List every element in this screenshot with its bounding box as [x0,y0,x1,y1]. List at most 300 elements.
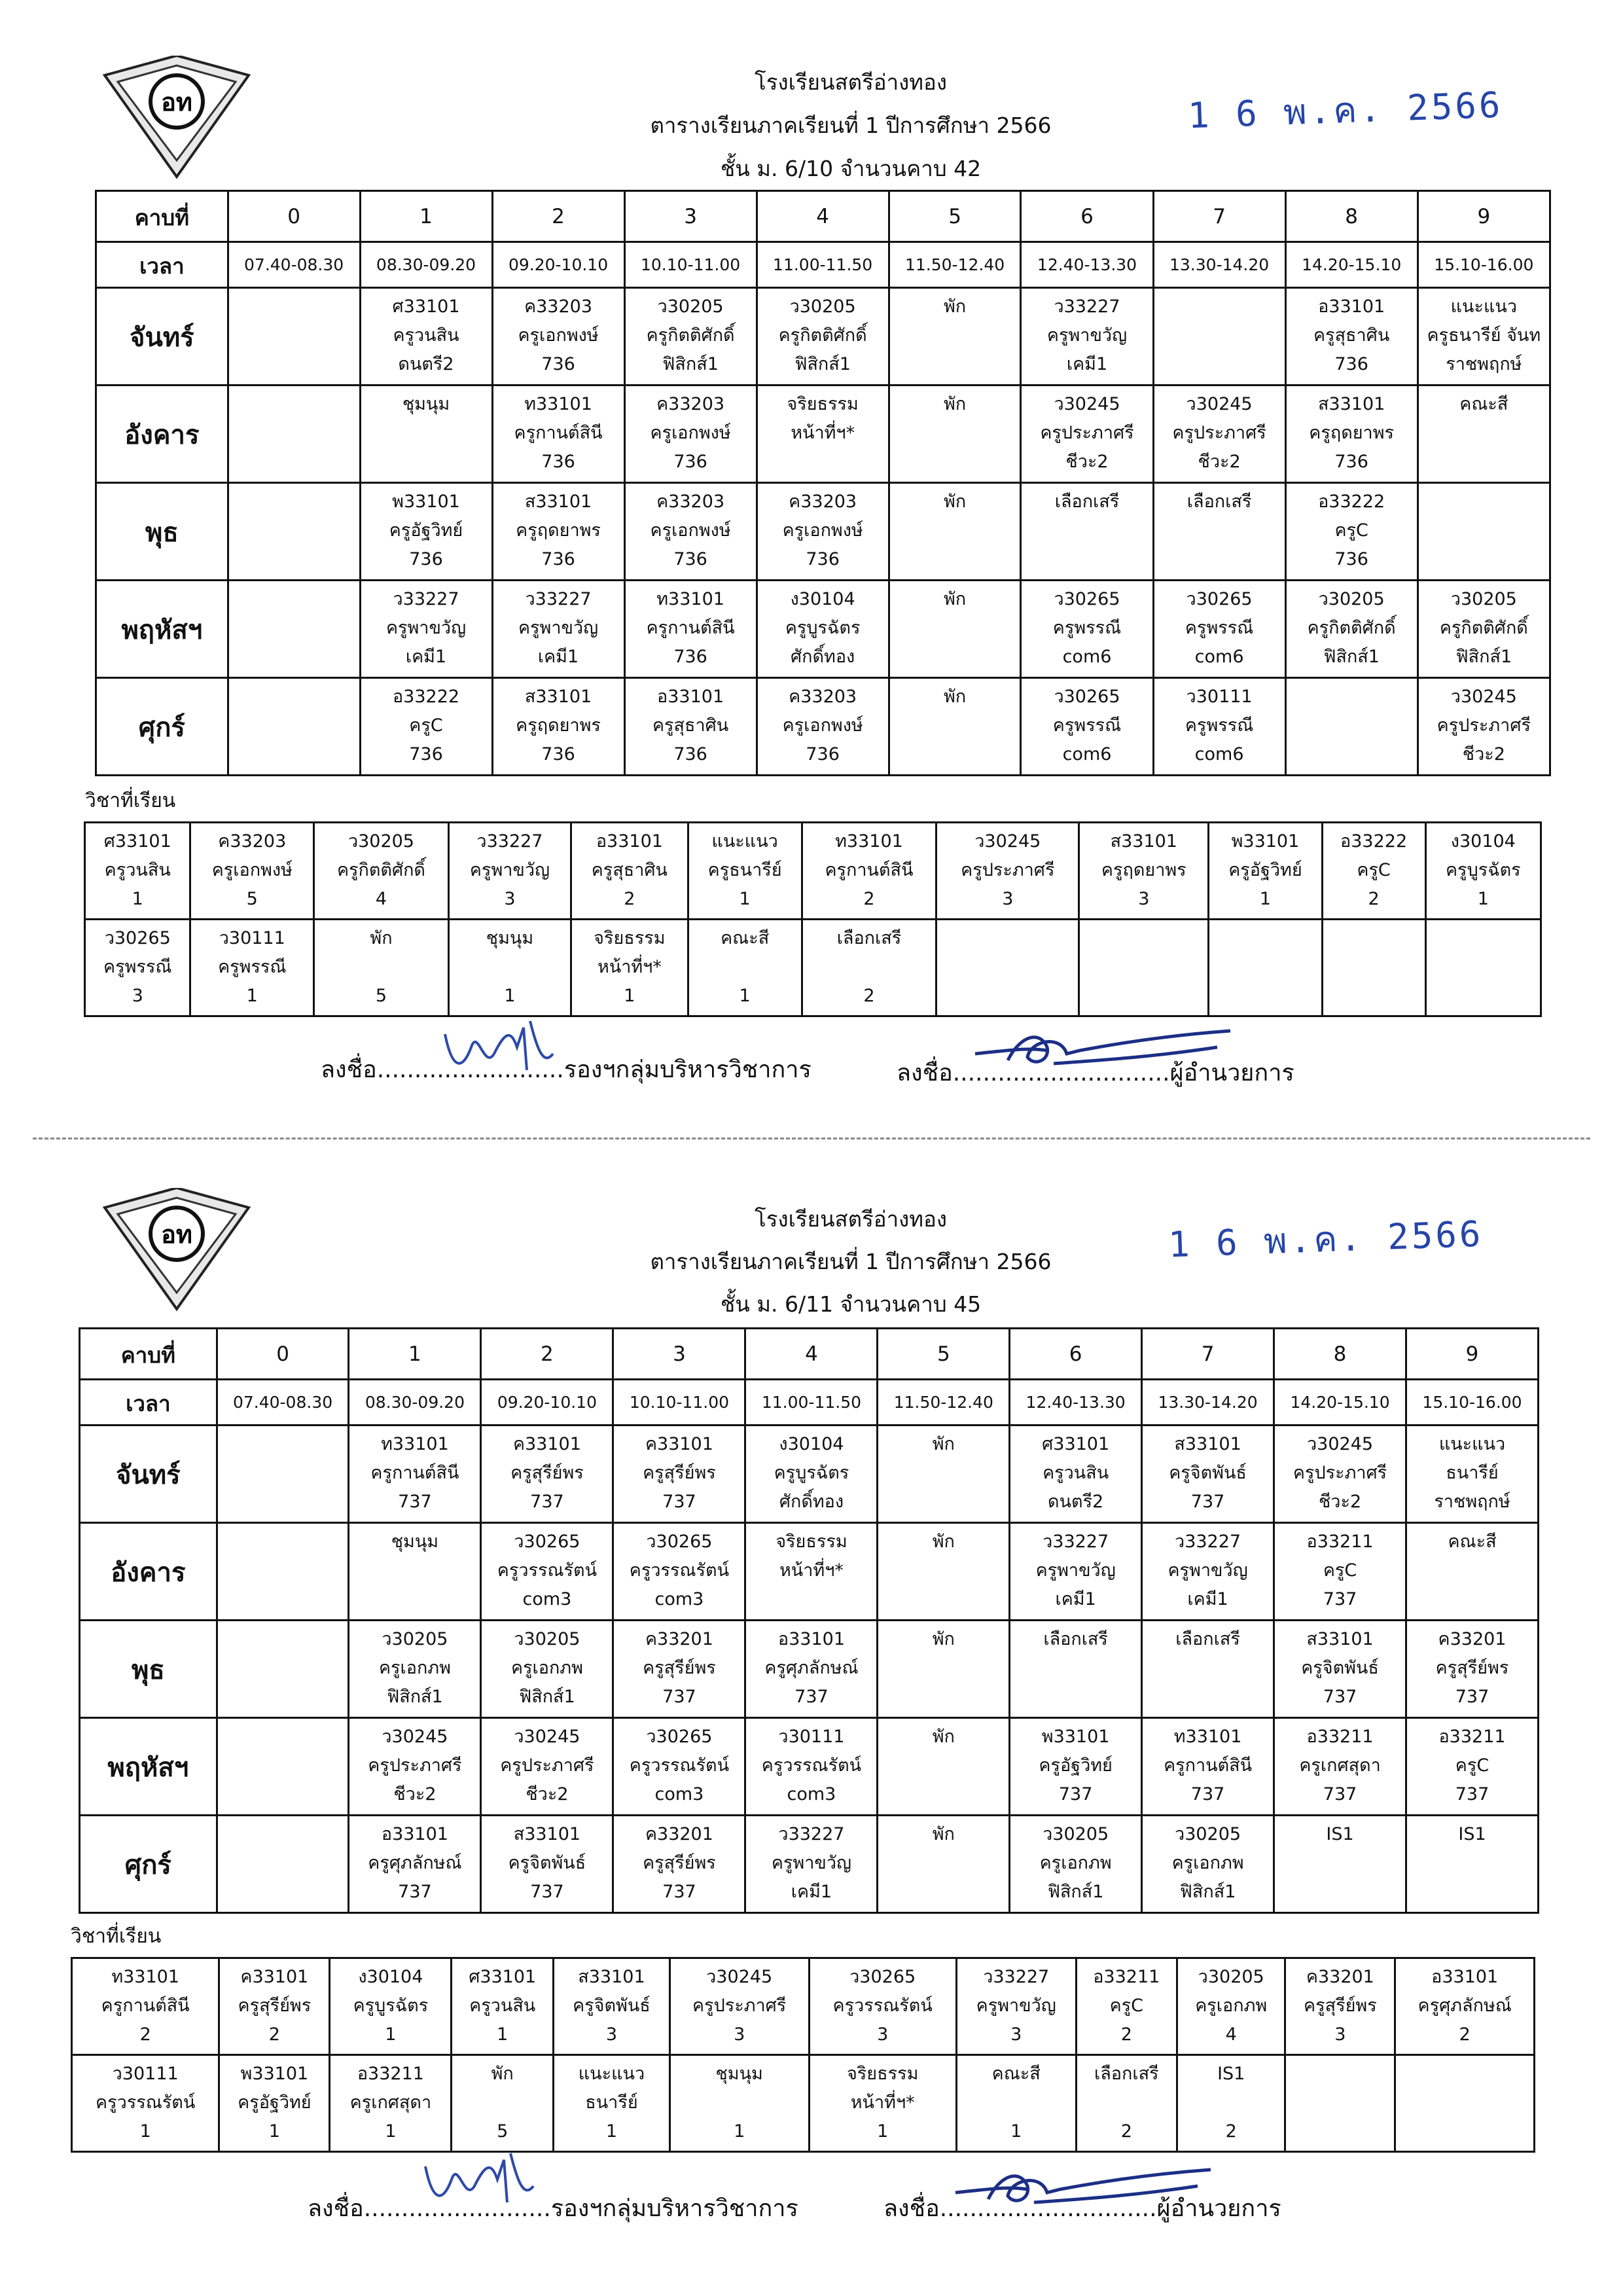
cell-line: ครูฤดยาพร [1101,860,1186,880]
cell-line: ว30205 [1450,589,1517,609]
cell-line: ครูเอกพงษ์ [518,325,599,346]
cell-line: 736 [806,744,840,764]
cell-line: เลือกเสรี [1094,2064,1159,2084]
cell-line: ส33101 [524,687,592,707]
cell-line: ศักดิ์ทอง [779,1492,844,1512]
cell-line: ฟิสิกส์1 [1323,647,1380,667]
cell-line: 737 [662,1492,696,1512]
cell-line [1079,2089,1175,2117]
cell-line: 737 [530,1882,564,1902]
cell-line: ครูพรรณี [1185,618,1254,638]
day-row [80,1426,1539,1523]
class-slot [1418,483,1550,581]
cell-line: 1 [1259,889,1272,909]
cell-line: ค33203 [789,687,857,707]
time-slot: 15.10-16.00 [1406,1380,1539,1426]
cell-line: ครูC [1334,520,1368,541]
cell-line [1156,293,1283,321]
cell-line: ว30245 [1307,1434,1374,1454]
cell-line: 736 [541,452,575,472]
subject-cell [809,1958,956,2055]
class-slot [1142,1426,1274,1523]
class-slot [757,581,889,678]
cell-line: หน้าที่ฯ* [850,2092,915,2113]
cell-line [672,2089,807,2117]
class-slot [1285,288,1418,386]
cell-line: ค33101 [240,1967,309,1987]
cell-line: ว33227 [778,1824,845,1844]
cell-line: ค33203 [218,831,287,852]
time-slot: 08.30-09.20 [360,242,492,288]
cell-line: ว30265 [849,1967,916,1987]
cell-line: 2 [268,2024,280,2045]
time-label: เวลา [80,1380,217,1426]
period-header: 8 [1285,191,1418,242]
class-slot [745,1816,878,1913]
cell-line: อ33211 [357,2064,424,2084]
cell-line: ว30245 [382,1727,448,1747]
svg-text:อท: อท [161,88,192,117]
cell-line: ครูสุธาศิน [1313,325,1390,346]
cell-line: ค33201 [1306,1967,1374,1987]
cell-line [219,1625,347,1654]
cell-line: 3 [877,2024,889,2045]
cell-line: ครูวนสิน [1043,1463,1109,1483]
subject-cell [448,823,571,920]
cell-line: 736 [1334,549,1368,569]
cell-line: 1 [877,2121,889,2142]
class-slot [613,1621,745,1718]
cell-line: 737 [398,1492,432,1512]
cell-line: ดนตรี2 [1048,1492,1104,1512]
cell-line [804,953,935,982]
class-slot [1153,386,1285,483]
cell-line: ครูอัฐวิทย์ [1228,860,1302,880]
cell-line: 737 [1323,1784,1357,1804]
cell-line: ค33203 [789,492,857,512]
cell-line: 2 [1225,2121,1237,2142]
cell-line: IS1 [1217,2064,1245,2084]
cell-line: ว33227 [393,589,459,609]
class-slot [1021,581,1153,678]
period-header: 7 [1153,191,1285,242]
period-header: 8 [1274,1329,1406,1380]
cell-line: 3 [1010,2024,1022,2045]
time-label: เวลา [96,242,228,288]
class-slot [481,1718,613,1816]
cell-line: หน้าที่ฯ* [791,423,855,443]
cell-line: ครูประภาศรี [368,1755,462,1776]
class-slot [217,1718,349,1816]
class-slot [1285,581,1418,678]
cell-line: ว30205 [514,1629,580,1649]
cell-line: ส33101 [1110,831,1177,852]
cell-line: 736 [409,744,443,764]
subject-cell [554,2055,670,2152]
day-name: ศุกร์ [96,678,228,776]
class-slot [624,386,757,483]
cell-line: ว30205 [348,831,414,852]
cell-line: ครูกิตติศักดิ์ [646,325,735,346]
day-row [80,1718,1539,1816]
time-slot: 10.10-11.00 [624,242,757,288]
subject-summary [71,1957,1535,2153]
period-header: 2 [492,191,624,242]
cell-line [219,1430,347,1459]
class-slot [492,288,624,386]
subject-row [85,823,1541,920]
cell-line: ว33227 [983,1967,1050,1987]
cell-line: ศ33101 [1042,1434,1110,1454]
class-slot [757,678,889,776]
cell-line: ครูวนสิน [393,325,459,346]
subject-cell [452,1958,554,2055]
period-header: 1 [360,191,492,242]
cell-line: 2 [1120,2121,1132,2142]
cell-line: ครูวรรณรัตน์ [832,1996,933,2016]
class-slot [1274,1718,1406,1816]
cell-line: เลือกเสรี [1054,492,1120,512]
cell-line: ว30265 [514,1532,580,1552]
class-slot [481,1816,613,1913]
class-slot [1406,1621,1539,1718]
cell-line: 1 [624,986,635,1006]
cell-line: ส33101 [1174,1434,1241,1454]
class-slot [613,1426,745,1523]
cell-line: ว30111 [219,928,285,948]
cell-line: แนะแนว [711,831,778,852]
period-label: คาบที่ [80,1329,217,1380]
class-slot [217,1621,349,1718]
cell-line: ครูเอกพงษ์ [782,715,863,736]
day-name: อังคาร [96,386,228,483]
class-slot [1274,1523,1406,1621]
cell-line: จริยธรรม [846,2064,919,2084]
class-slot [492,386,624,483]
cell-line: 1 [385,2024,397,2045]
subject-cell [85,920,190,1016]
class-slot [1021,386,1153,483]
cell-line: 737 [1190,1492,1225,1512]
cell-line: 1 [739,986,751,1006]
cell-line [219,1723,347,1751]
cell-line [690,953,800,982]
subject-cell [452,2055,554,2152]
class-slot [624,581,757,678]
cell-line: ครูกานต์สินี [646,618,735,638]
cell-line: พ33101 [1231,831,1300,852]
time-slot: 13.30-14.20 [1153,242,1285,288]
subject-cell [571,823,688,920]
class-slot [613,1523,745,1621]
period-header: 4 [745,1329,878,1380]
cell-line: ครูC [1323,1560,1357,1581]
cell-line: พัก [943,492,967,512]
class-slot [1021,288,1153,386]
cell-line: ครูอัฐวิทย์ [1039,1755,1113,1776]
class-slot [1406,1718,1539,1816]
class-slot [1418,678,1550,776]
time-slot: 12.40-13.30 [1021,242,1153,288]
cell-line: ส33101 [578,1967,645,1987]
subject-cell [1076,2055,1177,2152]
cell-line: ครูเอกภพ [1195,1996,1268,2016]
cell-line [1179,2089,1283,2117]
class-slot [889,386,1021,483]
cell-line: 736 [1334,452,1368,472]
cell-line: ชีวะ2 [1462,744,1505,764]
school-logo [98,1188,255,1312]
cell-line: ครูจิตพันธ์ [1169,1463,1247,1483]
class-slot [217,1523,349,1621]
cell-line [1428,924,1539,953]
cell-line: IS1 [1458,1824,1486,1844]
cell-line: ว33227 [1175,1532,1241,1552]
class-slot [492,483,624,581]
cell-line: พ33101 [392,492,460,512]
subject-cell [1425,920,1541,1016]
cell-line: ว30205 [382,1629,448,1649]
cell-line: ครูพาขวัญ [385,618,467,638]
class-slot [1285,483,1418,581]
cell-line: พัก [932,1824,955,1844]
cell-line: พัก [932,1727,955,1747]
cell-line: ครูสุรีย์พร [643,1463,716,1483]
cell-line: ครูC [1109,1996,1143,2016]
class-slot [349,1718,481,1816]
cell-line: ครูพาขวัญ [469,860,550,880]
subject-cell [190,823,314,920]
day-row [96,678,1550,776]
cell-line: ธนารีย์ [1446,1463,1499,1483]
cell-line: ครูพรรณี [103,957,172,977]
day-row [96,288,1550,386]
cell-line: ว30265 [646,1727,713,1747]
cell-line: ชุมนุม [391,1532,439,1552]
cell-line: เคมี1 [537,647,579,667]
period-header: 7 [1142,1329,1274,1380]
class-slot [481,1523,613,1621]
vice-director-sign-line: ลงชื่อ.........................รองฯกลุ่มบริหารวิชาการ [308,2195,798,2222]
time-slot: 14.20-15.10 [1285,242,1418,288]
day-name: จันทร์ [96,288,228,386]
subject-cell [936,920,1079,1016]
date-stamp: 1 6 พ.ค. 2566 [1168,1213,1484,1266]
cell-line: 737 [662,1687,696,1707]
class-slot [492,678,624,776]
period-header: 5 [889,191,1021,242]
cell-line: แนะแนว [578,2064,645,2084]
cell-line: ครูจิตพันธ์ [573,1996,651,2016]
time-slot: 10.10-11.00 [613,1380,745,1426]
cell-line: ครูฤดยาพร [516,715,601,736]
class-slot [1010,1523,1142,1621]
subject-cell [802,920,936,1016]
subject-cell [314,823,449,920]
cell-line: ส33101 [524,492,592,512]
class-slot [228,581,360,678]
cell-line: ดนตรี2 [398,354,454,374]
cell-line: 736 [673,549,707,569]
subject-cell [669,2055,809,2152]
cell-line: ครูเอกภพ [378,1658,451,1678]
time-slot: 12.40-13.30 [1010,1380,1142,1426]
cell-line: ครูกานต์สินี [514,423,603,443]
cell-line: ครูวรรณรัตน์ [96,2092,196,2113]
class-slot [889,288,1021,386]
cell-line: ว30111 [112,2064,179,2084]
cell-line: คณะสี [1459,394,1508,414]
cell-line: ชุมนุม [486,928,534,948]
cell-line: 736 [806,549,840,569]
subject-row [85,920,1541,1016]
subject-cell [1425,823,1541,920]
cell-line: 3 [605,2024,618,2045]
class-info: ชั้น ม. 6/10 จำนวนคาบ 42 [720,156,982,181]
cell-line: ว30111 [778,1727,845,1747]
cell-line: ครูพรรณี [1052,618,1122,638]
cell-line: ครูประภาศรี [1172,423,1266,443]
subject-cell [571,920,688,1016]
class-slot [360,581,492,678]
time-slot: 15.10-16.00 [1418,242,1550,288]
cell-line [1420,488,1548,516]
cell-line: ท33101 [1173,1727,1242,1747]
day-name: พฤหัสฯ [80,1718,217,1816]
subject-cell [1322,920,1425,1016]
cell-line: จริยธรรม [776,1532,847,1552]
class-slot [481,1426,613,1523]
cell-line: อ33211 [1306,1727,1374,1747]
period-header: 4 [757,191,889,242]
cell-line: คณะสี [991,2064,1041,2084]
class-slot [745,1523,878,1621]
cell-line: เลือกเสรี [1186,492,1252,512]
cell-line: ธนารีย์ [585,2092,638,2113]
cell-line: ครูวนสิน [469,1996,536,2016]
term-title: ตารางเรียนภาคเรียนที่ 1 ปีการศึกษา 2566 [650,113,1052,138]
cell-line: ค33201 [645,1629,713,1649]
class-slot [1153,288,1285,386]
cell-line: ว33227 [476,831,543,852]
cell-line: เคมี1 [1066,354,1108,374]
cell-line: ว30245 [706,1967,773,1987]
cell-line: ครูสุรีย์พร [643,1853,716,1873]
cell-line: 737 [1323,1687,1357,1707]
cell-line: ครูกิตติศักดิ์ [1439,618,1528,638]
cell-line: ว30245 [514,1727,580,1747]
subject-cell [936,823,1079,920]
class-slot [1021,483,1153,581]
cell-line: 1 [497,2024,508,2045]
subject-cell [956,2055,1076,2152]
cell-line: 736 [541,354,575,374]
cell-line: ว30245 [1186,394,1253,414]
time-slot: 09.20-10.10 [481,1380,613,1426]
cell-line: ครูC [409,715,443,736]
cell-line: 3 [1138,889,1150,909]
cell-line: ราชพฤกษ์ [1446,354,1522,374]
cell-line: com6 [1062,647,1112,667]
cell-line [454,2089,551,2117]
subject-cell [809,2055,956,2152]
cell-line: 3 [1002,889,1014,909]
time-slot: 11.00-11.50 [745,1380,878,1426]
cell-line: พัก [932,1629,955,1649]
cell-line: พัก [943,687,967,707]
cell-line: ชุมนุม [715,2064,763,2084]
class-slot [1285,386,1418,483]
cell-line: ท33101 [656,589,724,609]
cell-line: com6 [1062,744,1112,764]
period-header: 0 [217,1329,349,1380]
class-slot [228,678,360,776]
time-slot: 11.00-11.50 [757,242,889,288]
day-row [96,386,1550,483]
cell-line: อ33222 [1340,831,1408,852]
subject-cell [802,823,936,920]
cell-line: พัก [943,394,967,414]
class-slot [1142,1816,1274,1913]
cell-line: ครูเอกพงษ์ [650,423,731,443]
timetable [79,1327,1539,1914]
subject-cell [1209,823,1322,920]
cell-line: 736 [673,452,707,472]
cell-line: ครูC [1455,1755,1489,1776]
cell-line: ค33201 [645,1824,713,1844]
class-slot [1274,1816,1406,1913]
date-stamp: 1 6 พ.ค. 2566 [1187,84,1504,137]
subject-cell [314,920,449,1016]
class-slot [878,1426,1010,1523]
class-slot [624,483,757,581]
cell-line: ศ33101 [103,831,171,852]
school-name: โรงเรียนสตรีอ่างทอง [755,1206,947,1232]
subject-cell [219,1958,330,2055]
class-slot [1142,1621,1274,1718]
cell-line: ครูกิตติศักดิ์ [336,860,425,880]
cell-line: เคมี1 [791,1882,832,1902]
cell-line: ท33101 [835,831,903,852]
school-logo [98,56,255,180]
cell-line: ครูสุรีย์พร [238,1996,312,2016]
cell-line: อ33101 [1318,296,1385,317]
class-slot [1153,678,1285,776]
class-slot [349,1621,481,1718]
cell-line: ว30265 [1054,589,1120,609]
cell-line: ครูประภาศรี [1293,1463,1387,1483]
cell-line: com6 [1194,744,1244,764]
cell-line: 2 [624,889,635,909]
day-rows [80,1426,1539,1913]
cell-line: ครูสุรีย์พร [1435,1658,1509,1678]
cell-line: ว30205 [789,296,856,317]
cell-line: ครูธนารีย์ จันท [1427,325,1541,346]
cell-line: ส33101 [1317,394,1385,414]
cell-line: ครูเกศสุดา [1299,1755,1381,1776]
cell-line: ครูประภาศรี [961,860,1055,880]
subject-cell [1079,920,1209,1016]
subject-cell [72,2055,219,2152]
cell-line: พ33101 [240,2064,309,2084]
cell-line: ค33101 [512,1434,581,1454]
cell-line: 736 [673,744,707,764]
cell-line: ครูพาขวัญ [1046,325,1128,346]
cell-line: ง30104 [358,1967,423,1987]
cell-line: ว33227 [525,589,592,609]
day-name: พฤหัสฯ [96,581,228,678]
cell-line: 4 [1225,2024,1237,2045]
